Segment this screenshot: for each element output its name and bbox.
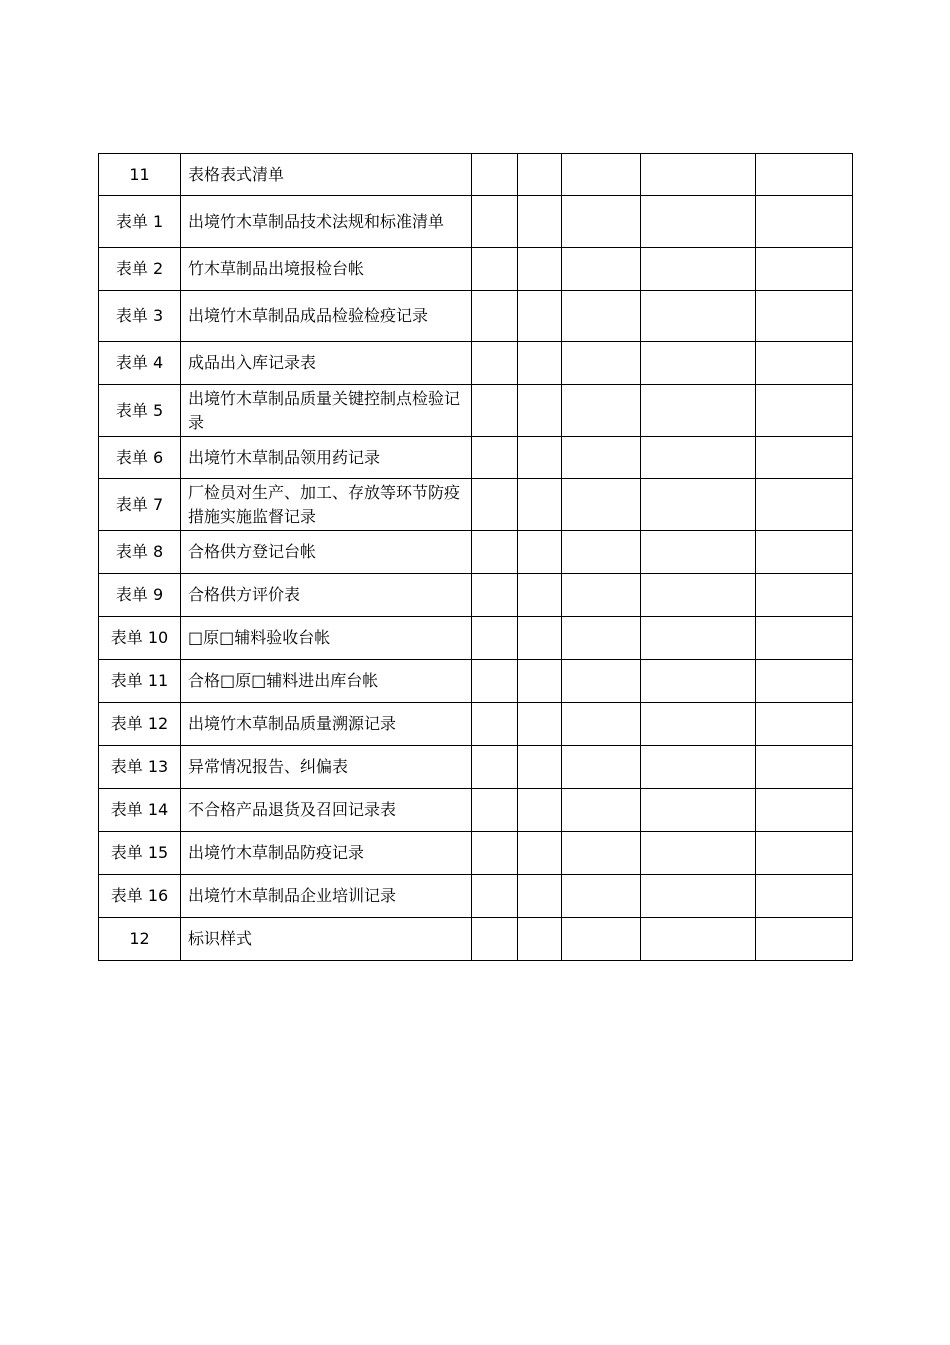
empty-cell bbox=[756, 918, 853, 961]
table-row bbox=[99, 746, 853, 789]
empty-cell bbox=[562, 154, 641, 196]
empty-cell bbox=[756, 385, 853, 437]
empty-cell bbox=[641, 342, 756, 385]
empty-cell bbox=[562, 746, 641, 789]
table-row bbox=[99, 154, 853, 196]
table-row bbox=[99, 703, 853, 746]
empty-cell bbox=[562, 437, 641, 479]
empty-cell bbox=[518, 703, 562, 746]
item-number: 表单 16 bbox=[99, 875, 181, 918]
table-row bbox=[99, 617, 853, 660]
table-row bbox=[99, 248, 853, 291]
empty-cell bbox=[641, 154, 756, 196]
empty-cell bbox=[472, 479, 518, 531]
table-row bbox=[99, 437, 853, 479]
empty-cell bbox=[472, 437, 518, 479]
empty-cell bbox=[518, 479, 562, 531]
table-row bbox=[99, 660, 853, 703]
item-name-cell bbox=[181, 746, 472, 789]
table-row bbox=[99, 196, 853, 248]
empty-cell bbox=[562, 531, 641, 574]
empty-cell bbox=[518, 574, 562, 617]
item-name: 出境竹木草制品企业培训记录 bbox=[188, 886, 397, 905]
table-row bbox=[99, 574, 853, 617]
table-row bbox=[99, 291, 853, 342]
empty-cell bbox=[562, 291, 641, 342]
empty-cell bbox=[756, 617, 853, 660]
empty-cell bbox=[562, 574, 641, 617]
empty-cell bbox=[756, 832, 853, 875]
item-number: 表单 13 bbox=[99, 746, 181, 789]
empty-cell bbox=[472, 746, 518, 789]
empty-cell bbox=[518, 196, 562, 248]
item-name: 厂检员对生产、加工、存放等环节防疫措施实施监督记录 bbox=[188, 482, 461, 526]
item-number: 12 bbox=[99, 918, 181, 961]
empty-cell bbox=[518, 789, 562, 832]
item-number: 表单 12 bbox=[99, 703, 181, 746]
empty-cell bbox=[472, 918, 518, 961]
empty-cell bbox=[472, 531, 518, 574]
empty-cell bbox=[641, 248, 756, 291]
empty-cell bbox=[756, 746, 853, 789]
item-number: 表单 14 bbox=[99, 789, 181, 832]
document-table bbox=[98, 153, 853, 961]
empty-cell bbox=[562, 660, 641, 703]
empty-cell bbox=[641, 660, 756, 703]
item-name: □原□辅料验收台帐 bbox=[188, 628, 331, 647]
item-name: 表格表式清单 bbox=[188, 164, 285, 184]
empty-cell bbox=[756, 196, 853, 248]
item-name-cell bbox=[181, 154, 472, 196]
empty-cell bbox=[562, 617, 641, 660]
empty-cell bbox=[641, 789, 756, 832]
empty-cell bbox=[641, 703, 756, 746]
item-number: 表单 3 bbox=[99, 291, 181, 342]
empty-cell bbox=[518, 617, 562, 660]
table-row bbox=[99, 342, 853, 385]
item-name: 合格□原□辅料进出库台帐 bbox=[188, 671, 379, 690]
table-row bbox=[99, 531, 853, 574]
item-name-cell bbox=[181, 531, 472, 574]
empty-cell bbox=[641, 875, 756, 918]
item-name: 异常情况报告、纠偏表 bbox=[188, 757, 349, 776]
empty-cell bbox=[562, 875, 641, 918]
item-name: 合格供方评价表 bbox=[188, 585, 301, 604]
empty-cell bbox=[472, 574, 518, 617]
table-body bbox=[99, 154, 853, 961]
item-name: 成品出入库记录表 bbox=[188, 353, 317, 372]
item-number: 表单 15 bbox=[99, 832, 181, 875]
item-name-cell bbox=[181, 875, 472, 918]
item-number: 表单 11 bbox=[99, 660, 181, 703]
item-name-cell bbox=[181, 437, 472, 479]
empty-cell bbox=[756, 789, 853, 832]
item-name: 出境竹木草制品技术法规和标准清单 bbox=[188, 211, 445, 231]
empty-cell bbox=[641, 746, 756, 789]
empty-cell bbox=[641, 385, 756, 437]
table-row bbox=[99, 832, 853, 875]
empty-cell bbox=[641, 196, 756, 248]
item-name-cell bbox=[181, 385, 472, 437]
item-number: 表单 9 bbox=[99, 574, 181, 617]
item-name-cell bbox=[181, 574, 472, 617]
empty-cell bbox=[641, 479, 756, 531]
item-name-cell bbox=[181, 832, 472, 875]
item-name: 标识样式 bbox=[188, 929, 253, 948]
empty-cell bbox=[756, 531, 853, 574]
empty-cell bbox=[756, 574, 853, 617]
item-number: 表单 1 bbox=[99, 196, 181, 248]
empty-cell bbox=[472, 196, 518, 248]
empty-cell bbox=[756, 248, 853, 291]
item-name: 合格供方登记台帐 bbox=[188, 542, 317, 561]
empty-cell bbox=[756, 875, 853, 918]
item-name-cell bbox=[181, 479, 472, 531]
empty-cell bbox=[641, 531, 756, 574]
empty-cell bbox=[472, 154, 518, 196]
table-row bbox=[99, 918, 853, 961]
empty-cell bbox=[518, 531, 562, 574]
empty-cell bbox=[518, 291, 562, 342]
item-name: 出境竹木草制品成品检验检疫记录 bbox=[188, 306, 429, 325]
empty-cell bbox=[641, 437, 756, 479]
empty-cell bbox=[562, 342, 641, 385]
empty-cell bbox=[518, 660, 562, 703]
empty-cell bbox=[518, 918, 562, 961]
empty-cell bbox=[472, 875, 518, 918]
empty-cell bbox=[756, 154, 853, 196]
empty-cell bbox=[756, 479, 853, 531]
item-name-cell bbox=[181, 248, 472, 291]
item-number: 表单 5 bbox=[99, 385, 181, 437]
empty-cell bbox=[518, 832, 562, 875]
empty-cell bbox=[518, 746, 562, 789]
item-name: 出境竹木草制品防疫记录 bbox=[188, 843, 365, 862]
item-name-cell bbox=[181, 291, 472, 342]
empty-cell bbox=[518, 154, 562, 196]
empty-cell bbox=[518, 248, 562, 291]
empty-cell bbox=[472, 291, 518, 342]
item-name-cell bbox=[181, 703, 472, 746]
item-number: 表单 7 bbox=[99, 479, 181, 531]
empty-cell bbox=[756, 342, 853, 385]
empty-cell bbox=[472, 832, 518, 875]
empty-cell bbox=[756, 437, 853, 479]
empty-cell bbox=[562, 832, 641, 875]
item-number: 表单 10 bbox=[99, 617, 181, 660]
item-name-cell bbox=[181, 617, 472, 660]
empty-cell bbox=[641, 574, 756, 617]
empty-cell bbox=[756, 291, 853, 342]
item-name-cell bbox=[181, 660, 472, 703]
empty-cell bbox=[472, 385, 518, 437]
item-number: 11 bbox=[99, 154, 181, 196]
empty-cell bbox=[562, 479, 641, 531]
table-row bbox=[99, 789, 853, 832]
empty-cell bbox=[518, 342, 562, 385]
item-name: 出境竹木草制品质量关键控制点检验记录 bbox=[188, 388, 461, 432]
table-row bbox=[99, 385, 853, 437]
empty-cell bbox=[756, 660, 853, 703]
empty-cell bbox=[562, 196, 641, 248]
item-name: 出境竹木草制品领用药记录 bbox=[188, 447, 381, 467]
empty-cell bbox=[472, 789, 518, 832]
empty-cell bbox=[562, 789, 641, 832]
empty-cell bbox=[562, 703, 641, 746]
item-name-cell bbox=[181, 196, 472, 248]
item-name: 出境竹木草制品质量溯源记录 bbox=[188, 714, 397, 733]
empty-cell bbox=[641, 832, 756, 875]
item-name-cell bbox=[181, 789, 472, 832]
empty-cell bbox=[756, 703, 853, 746]
empty-cell bbox=[641, 918, 756, 961]
empty-cell bbox=[518, 437, 562, 479]
table-row bbox=[99, 875, 853, 918]
empty-cell bbox=[472, 703, 518, 746]
empty-cell bbox=[562, 385, 641, 437]
empty-cell bbox=[562, 918, 641, 961]
empty-cell bbox=[472, 617, 518, 660]
item-name-cell bbox=[181, 918, 472, 961]
empty-cell bbox=[518, 875, 562, 918]
item-number: 表单 4 bbox=[99, 342, 181, 385]
empty-cell bbox=[518, 385, 562, 437]
empty-cell bbox=[641, 291, 756, 342]
table-row bbox=[99, 479, 853, 531]
item-number: 表单 6 bbox=[99, 437, 181, 479]
item-number: 表单 2 bbox=[99, 248, 181, 291]
empty-cell bbox=[472, 248, 518, 291]
empty-cell bbox=[472, 660, 518, 703]
empty-cell bbox=[641, 617, 756, 660]
item-name-cell bbox=[181, 342, 472, 385]
empty-cell bbox=[562, 248, 641, 291]
item-number: 表单 8 bbox=[99, 531, 181, 574]
item-name: 竹木草制品出境报检台帐 bbox=[188, 259, 365, 278]
empty-cell bbox=[472, 342, 518, 385]
item-name: 不合格产品退货及召回记录表 bbox=[188, 800, 397, 819]
